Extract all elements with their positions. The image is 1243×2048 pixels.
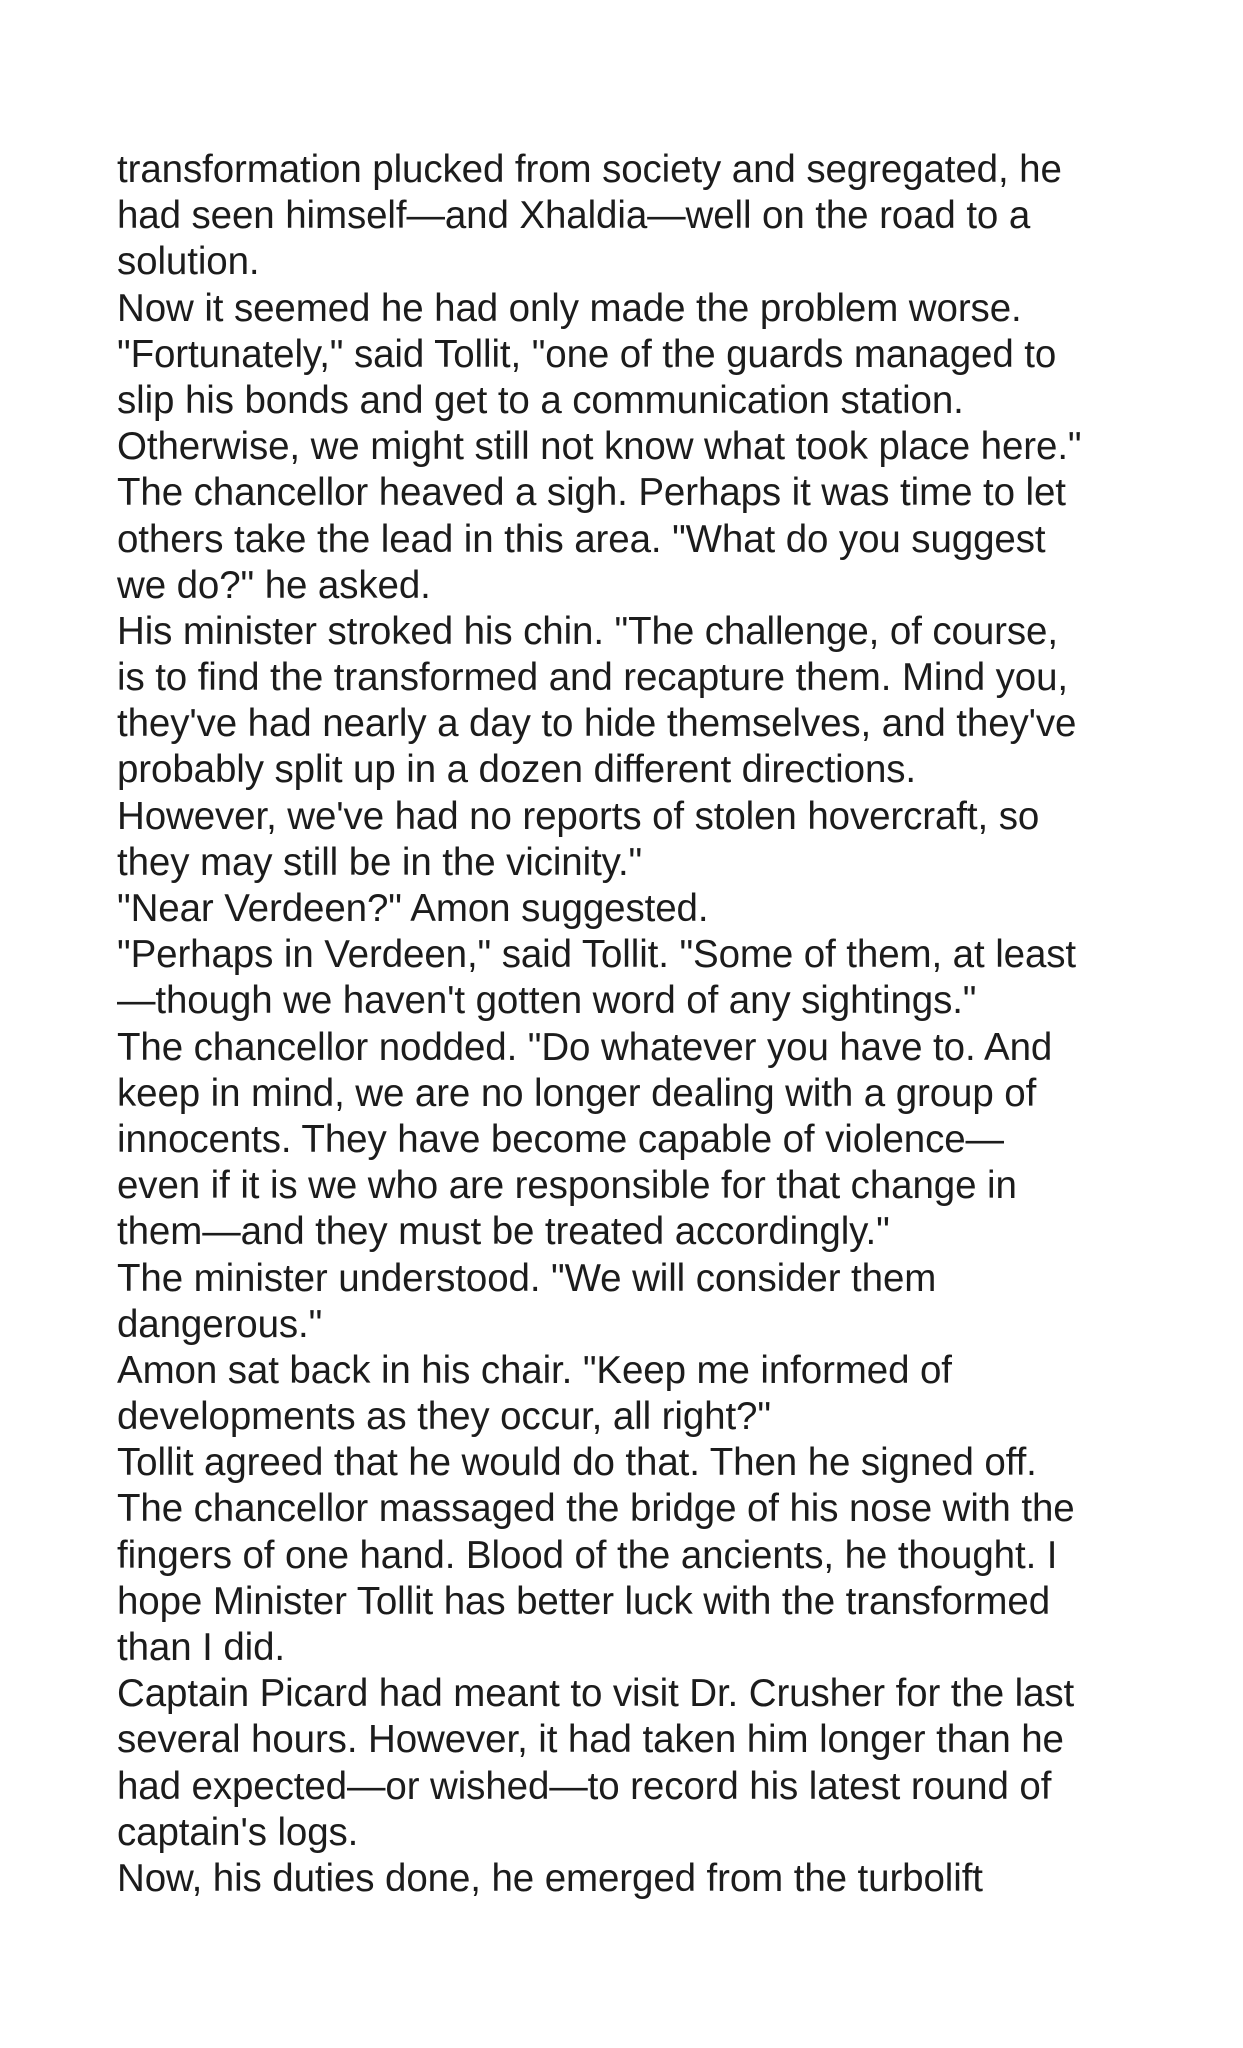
text-line: The minister understood. "We will consider them: [117, 1256, 937, 1300]
text-line: The chancellor massaged the bridge of his nose with the: [117, 1487, 1075, 1531]
text-line: Tollit agreed that he would do that. Then he signed off.: [117, 1441, 1037, 1485]
text-line: However, we've had no reports of stolen hovercraft, so: [117, 794, 1040, 838]
text-line: "Perhaps in Verdeen," said Tollit. "Some of them, at least: [117, 933, 1077, 977]
text-line: —though we haven't gotten word of any sightings.": [117, 979, 977, 1023]
text-line: Amon sat back in his chair. "Keep me informed of: [117, 1348, 952, 1392]
text-line: slip his bonds and get to a communication station.: [117, 378, 964, 422]
text-line: they may still be in the vicinity.": [117, 840, 643, 884]
text-line: than I did.: [117, 1626, 285, 1669]
text-line: captain's logs.: [117, 1810, 359, 1854]
text-line: hope Minister Tollit has better luck with the transformed: [117, 1579, 1051, 1623]
text-line: is to find the transformed and recapture them. Mind you,: [117, 656, 1068, 700]
document-page: [117, 147, 1197, 1902]
text-line: solution.: [117, 240, 260, 284]
text-line: probably split up in a dozen different directions.: [117, 748, 917, 792]
text-line: them—and they must be treated accordingly.": [117, 1210, 890, 1254]
text-line: had seen himself—and Xhaldia—well on the road to a: [117, 194, 1031, 238]
text-line: transformation plucked from society and segregated, he: [117, 148, 1062, 191]
text-line: Otherwise, we might still not know what took place here.": [117, 425, 1082, 469]
text-line: they've had nearly a day to hide themselves, and they've: [117, 702, 1077, 746]
text-line: innocents. They have become capable of violence—: [117, 1117, 1004, 1161]
text-line: others take the lead in this area. "What do you suggest: [117, 517, 1046, 561]
text-line: The chancellor nodded. "Do whatever you have to. And: [117, 1025, 1053, 1069]
text-line: even if it is we who are responsible for that change in: [117, 1164, 1017, 1208]
text-line: "Fortunately," said Tollit, "one of the guards managed to: [117, 332, 1057, 376]
text-line: keep in mind, we are no longer dealing with a group of: [117, 1071, 1037, 1115]
text-line: The chancellor heaved a sigh. Perhaps it was time to let: [117, 471, 1066, 515]
text-line: "Near Verdeen?" Amon suggested.: [117, 887, 709, 930]
text-line: had expected—or wished—to record his latest round of: [117, 1764, 1052, 1808]
text-line: Now it seemed he had only made the problem worse.: [117, 286, 1022, 330]
text-line: several hours. However, it had taken him longer than he: [117, 1718, 1064, 1762]
text-line: Captain Picard had meant to visit Dr. Crusher for the last: [117, 1672, 1075, 1716]
text-line: dangerous.": [117, 1302, 323, 1346]
text-line: His minister stroked his chin. "The challenge, of course,: [117, 609, 1058, 653]
text-line: developments as they occur, all right?": [117, 1395, 771, 1439]
text-line: fingers of one hand. Blood of the ancients, he thought. I: [117, 1533, 1058, 1577]
text-line: Now, his duties done, he emerged from the turbolift: [117, 1856, 983, 1900]
text-line: we do?" he asked.: [117, 563, 431, 607]
